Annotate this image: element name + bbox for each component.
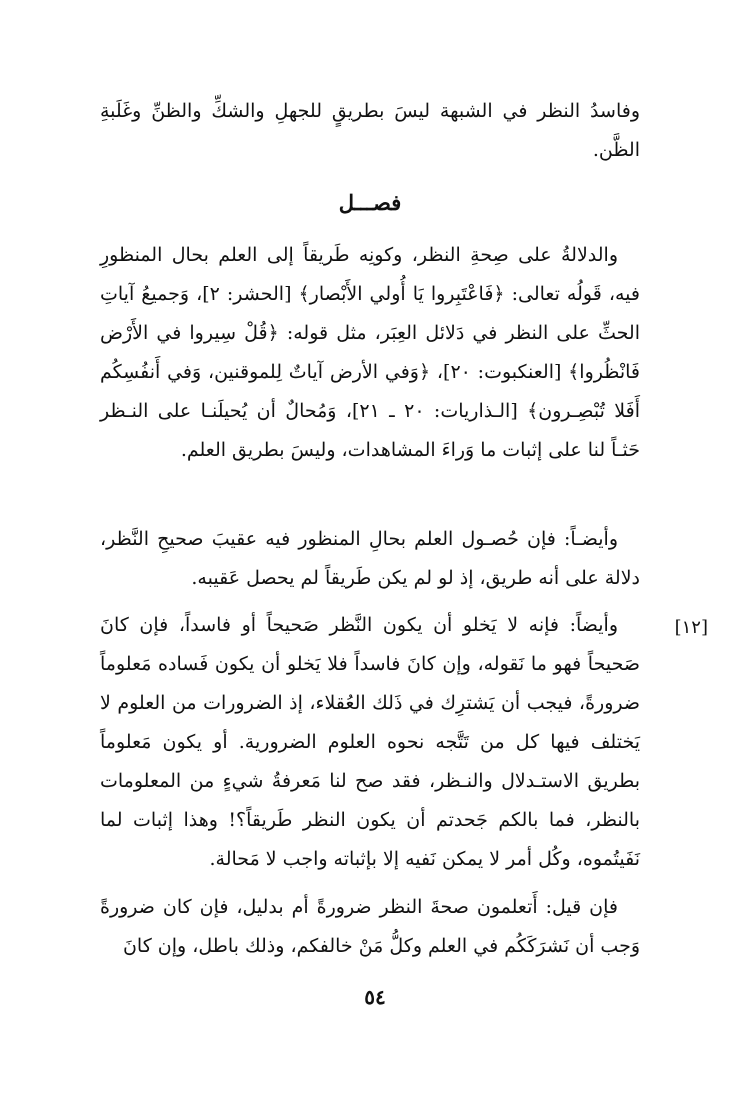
- paragraph-evidence-dilemma: وأيضاً: فإنه لا يَخلو أن يكون النَّظر صَحيحاً أو فاسداً، فإن كانَ صَحيحاً فهو ما نَقوله، وإن كانَ فاسداً فلا يَخلو أن يكون فَساده مَعلوماً ضرورةً، فيجب أن يَشترِك في ذَلك العُقلاء، إذ الضرورات من العلوم لا يَختلف فيها كل من تَتَّجه نحوه العلوم الضرورية. أو يكون مَعلوماً بطريق الاستـدلال والنـظر، فقد صح لنا مَعرفةُ شيءٍ من المعلومات بالنظر، فما بالكم جَحدتم أن يكون النظر طَريقاً؟! وهذا إثبات لما نَفَيتُموه، وكُل أمر لا يمكن نَفيه إلا بإثباته واجب لا مَحالة.: [100, 614, 640, 870]
- paragraph-objection: فإن قيل: أَتعلمون صحةَ النظر ضرورةً أم بدليل، فإن كان ضرورةً وَجب أن نَشرَكَكُم في العلم وكلُّ مَنْ خالفكم، وذلك باطل، وإن كانَ: [100, 896, 640, 957]
- section-heading: فصـــل: [338, 190, 402, 215]
- paragraph-evidence-quran: والدلالةُ على صِحةِ النظر، وكونِه طَريقاً إلى العلم بحال المنظورِ فيه، قَولُه تعالى: ﴿فَاعْتَبِروا يَا أُولي الأَبْصار﴾ [الحشر: ٢]، وَجميعُ آياتِ الحثِّ على النظر في دَلائل العِبَر، مثل قوله: ﴿قُلْ سِيروا في الأَرْض فَانْظُروا﴾ [العنكبوت: ٢٠]، ﴿وَفي الأرض آياتٌ لِلموقنين، وَفي أَنفُسِكُم أَفَلا تُبْصِـرون﴾ [الـذاريات: ٢٠ ـ ٢١]، وَمُحالٌ أن يُحيلَنـا على النـظر حَثـاً لنا على إثبات ما وَراءَ المشاهدات، وليسَ بطريق العلم.: [100, 244, 640, 461]
- page-number: ٥٤: [364, 985, 386, 1009]
- paragraph-intro: وفاسدُ النظر في الشبهة ليسَ بطريقٍ للجهلِ والشكِّ والظنِّ وغَلَبةِ الظَّن.: [100, 100, 640, 161]
- margin-reference: [١٢]: [674, 617, 708, 638]
- paragraph-evidence-result: وأيضـاً: فإن حُصـول العلم بحالِ المنظور فيه عقيبَ صحيحِ النَّظر، دلالة على أنه طريق، إذ لو لم يكن طَريقاً لم يحصل عَقيبه.: [100, 528, 640, 589]
